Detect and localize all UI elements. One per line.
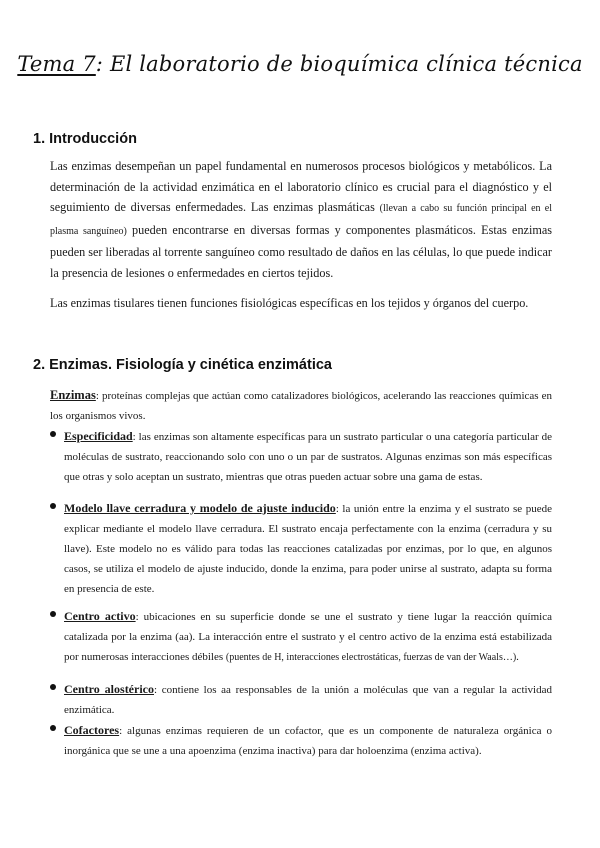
bullet-centro-alosterico: Centro alostérico: contiene los aa responsables de la unión a moléculas que van a regular la actividad enzimática.	[50, 679, 552, 720]
bullet-modelo-llave: Modelo llave cerradura y modelo de ajuste inducido: la unión entre la enzima y el sustrato se puede explicar mediante el modelo llave cerradura. El sustrato encaja perfectamente con la enzima (cerradura y su llave). Este modelo no es válido para todas las reacciones catalizadas por enzimas, por lo que, en algunos casos, se utiliza el modelo de ajuste inducido, donde la enzima, para poder unirse al sustrato, adapta su forma en presencia de este.	[50, 498, 552, 599]
section1-paragraph1: Las enzimas desempeñan un papel fundamental en numerosos procesos biológicos y metabólicos. La determinación de la actividad enzimática en el laboratorio clínico es crucial para el diagnóstico y el seguimiento de diversas enfermedades. Las enzimas plasmáticas (llevan a cabo su función principal en el plasma sanguíneo) pueden encontrarse en diversas formas y componentes plasmáticos. Estas enzimas pueden ser liberadas al torrente sanguíneo como resultado de daños en las células, lo que puede indicar la presencia de lesiones o enfermedades en ciertos tejidos.	[50, 159, 552, 280]
title-text: : El laboratorio de bioquímica clínica técnica	[95, 52, 583, 76]
bullet-dot-icon	[50, 431, 56, 437]
section2-heading: 2. Enzimas. Fisiología y cinética enzimática	[33, 357, 332, 373]
section1-paragraph2: Las enzimas tisulares tienen funciones fisiológicas específicas en los tejidos y órganos del cuerpo.	[50, 296, 529, 310]
title-number: Tema 7	[17, 52, 96, 76]
enzimas-term: Enzimas	[50, 388, 96, 402]
enzimas-definition: Enzimas: proteínas complejas que actúan como catalizadores biológicos, acelerando las reacciones químicas en los organismos vivos.	[50, 388, 552, 422]
bullet-cofactores: Cofactores: algunas enzimas requieren de un cofactor, que es un componente de naturaleza orgánica o inorgánica que se une a una apoenzima (enzima inactiva) para dar holoenzima (enzima activa).	[50, 720, 552, 761]
bullet-dot-icon	[50, 611, 56, 617]
bullet-especificidad: Especificidad: las enzimas son altamente específicas para un sustrato particular o una categoría particular de moléculas de sustrato, reaccionando solo con uno o un par de sustratos. Algunas enzimas son más específicas que otras y solo aceptan un sustrato, mientras que otras pueden actuar sobre una gama de estas.	[50, 426, 552, 487]
bullet-dot-icon	[50, 503, 56, 509]
bullet-dot-icon	[50, 684, 56, 690]
page-title	[0, 52, 600, 76]
bullet-dot-icon	[50, 725, 56, 731]
bullet-centro-activo: Centro activo: ubicaciones en su superficie donde se une el sustrato y tiene lugar la reacción química catalizada por la enzima (aa). La interacción entre el sustrato y el centro activo de la enzima está estabilizada por numerosas interacciones débiles (puentes de H, interacciones electrostáticas, fuerzas de van der Waals…).	[50, 606, 552, 668]
section1-heading: 1. Introducción	[33, 131, 137, 147]
